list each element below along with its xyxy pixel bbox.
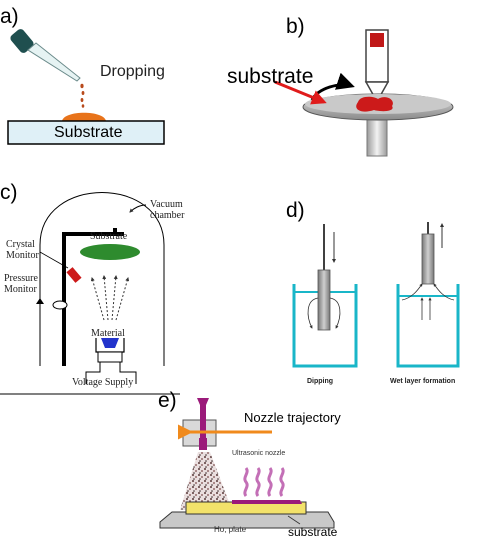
substrate-label-b: substrate [227,65,314,88]
crystal-label-2: Monitor [6,250,39,261]
droplets [80,84,84,108]
pipette-icon [366,30,388,98]
drop-film [62,113,106,121]
dropper-icon [9,27,80,81]
voltage-supply-label: Voltage Supply [72,377,134,388]
red-solution [356,97,393,112]
support-rod [62,232,66,366]
pressure-label-2: Monitor [4,284,37,295]
material-label: Material [91,328,125,339]
panel-a-letter: a) [0,5,19,28]
withdraw-substrate [422,234,434,284]
pressure-gauge [36,298,44,304]
wet-layer-label: Wet layer formation [390,378,456,385]
panel-b [275,30,453,156]
hot-plate-label: Ho, plate [214,525,247,534]
crystal-monitor [66,267,81,283]
panel-b-letter: b) [286,15,305,38]
substrate-label-e: substrate [288,525,338,539]
material-boat [101,338,119,348]
pressure-label-1: Pressure [4,273,38,284]
dipping-substrate [318,270,330,330]
substrate-label-a: Substrate [54,124,123,141]
dipping-label: Dipping [307,378,334,385]
substrate-label-c: Substrate [90,231,128,242]
spray-cone [180,452,232,510]
dropping-label: Dropping [100,63,165,80]
vacuum-label-2: chamber [150,210,185,221]
vapor-arrows [92,276,128,320]
nozzle-trajectory-label: Nozzle trajectory [244,410,341,425]
vapor-squiggles [245,468,283,496]
panel-e-letter: e) [158,389,177,412]
feed-arrow-icon [197,398,209,412]
panel-d [294,222,458,366]
substrate-disk [80,244,140,260]
panel-c-letter: c) [0,181,18,204]
panel-d-letter: d) [286,199,305,222]
spinner-pole [367,116,387,156]
ultrasonic-nozzle-label: Ultrasonic nozzle [232,450,286,457]
vacuum-label-1: Vacuum [150,199,183,210]
crystal-label-1: Crystal [6,239,35,250]
